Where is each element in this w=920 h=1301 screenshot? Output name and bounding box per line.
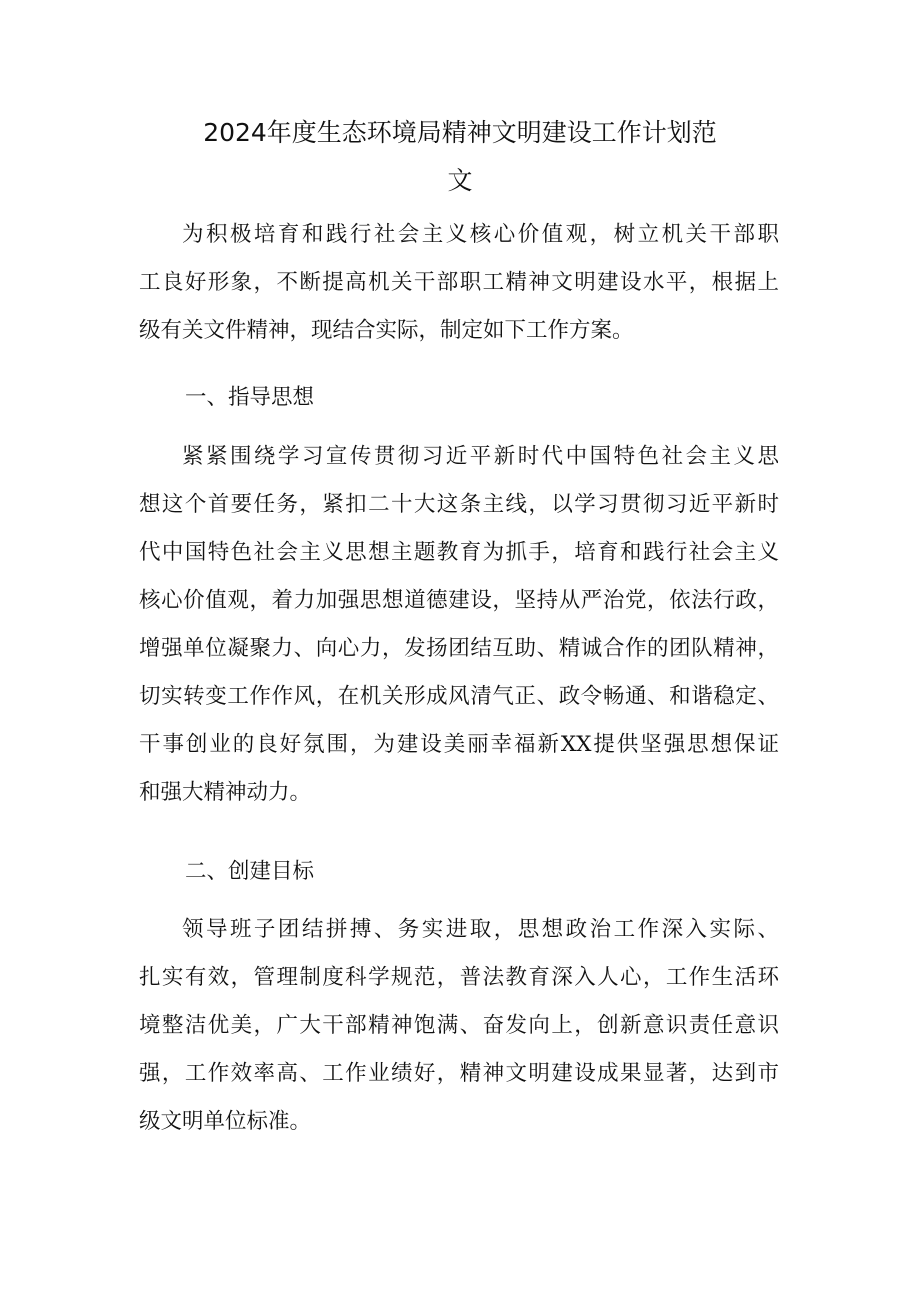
section-heading-guiding-ideology: 一、指导思想 <box>185 385 315 410</box>
section-heading-creation-goals: 二、创建目标 <box>185 859 315 884</box>
paragraph-line: 扎实有效，管理制度科学规范，普法教育深入人心，工作生活环 <box>139 965 779 990</box>
paragraph-line: 代中国特色社会主义思想主题教育为抓手，培育和践行社会主义 <box>139 540 779 565</box>
intro-line: 级有关文件精神，现结合实际，制定如下工作方案。 <box>139 318 634 343</box>
intro-line: 工良好形象，不断提高机关干部职工精神文明建设水平，根据上 <box>139 270 779 295</box>
paragraph-line: 干事创业的良好氛围，为建设美丽幸福新XX提供坚强思想保证 <box>139 732 779 757</box>
paragraph-line: 想这个首要任务，紧扣二十大这条主线，以学习贯彻习近平新时 <box>139 492 779 517</box>
paragraph-line: 和强大精神动力。 <box>139 780 312 805</box>
creation-goals-paragraph <box>139 906 779 1146</box>
paragraph-line: 境整洁优美，广大干部精神饱满、奋发向上，创新意识责任意识 <box>139 1013 779 1038</box>
document-title-line-2: 文 <box>447 166 473 195</box>
guiding-ideology-paragraph <box>139 433 779 817</box>
intro-paragraph <box>139 211 779 355</box>
intro-line: 为积极培育和践行社会主义核心价值观，树立机关干部职 <box>182 222 779 247</box>
paragraph-line: 领导班子团结拼搏、务实进取，思想政治工作深入实际、 <box>182 917 779 942</box>
paragraph-line: 增强单位凝聚力、向心力，发扬团结互助、精诚合作的团队精神， <box>139 636 779 661</box>
document-title-line-1: 2024年度生态环境局精神文明建设工作计划范 <box>203 118 717 147</box>
paragraph-line: 紧紧围绕学习宣传贯彻习近平新时代中国特色社会主义思 <box>182 444 779 469</box>
paragraph-line: 切实转变工作作风，在机关形成风清气正、政令畅通、和谐稳定、 <box>139 684 779 709</box>
paragraph-line: 级文明单位标准。 <box>139 1109 312 1134</box>
paragraph-line: 强，工作效率高、工作业绩好，精神文明建设成果显著，达到市 <box>139 1061 779 1086</box>
paragraph-line: 核心价值观，着力加强思想道德建设，坚持从严治党，依法行政， <box>139 588 779 613</box>
